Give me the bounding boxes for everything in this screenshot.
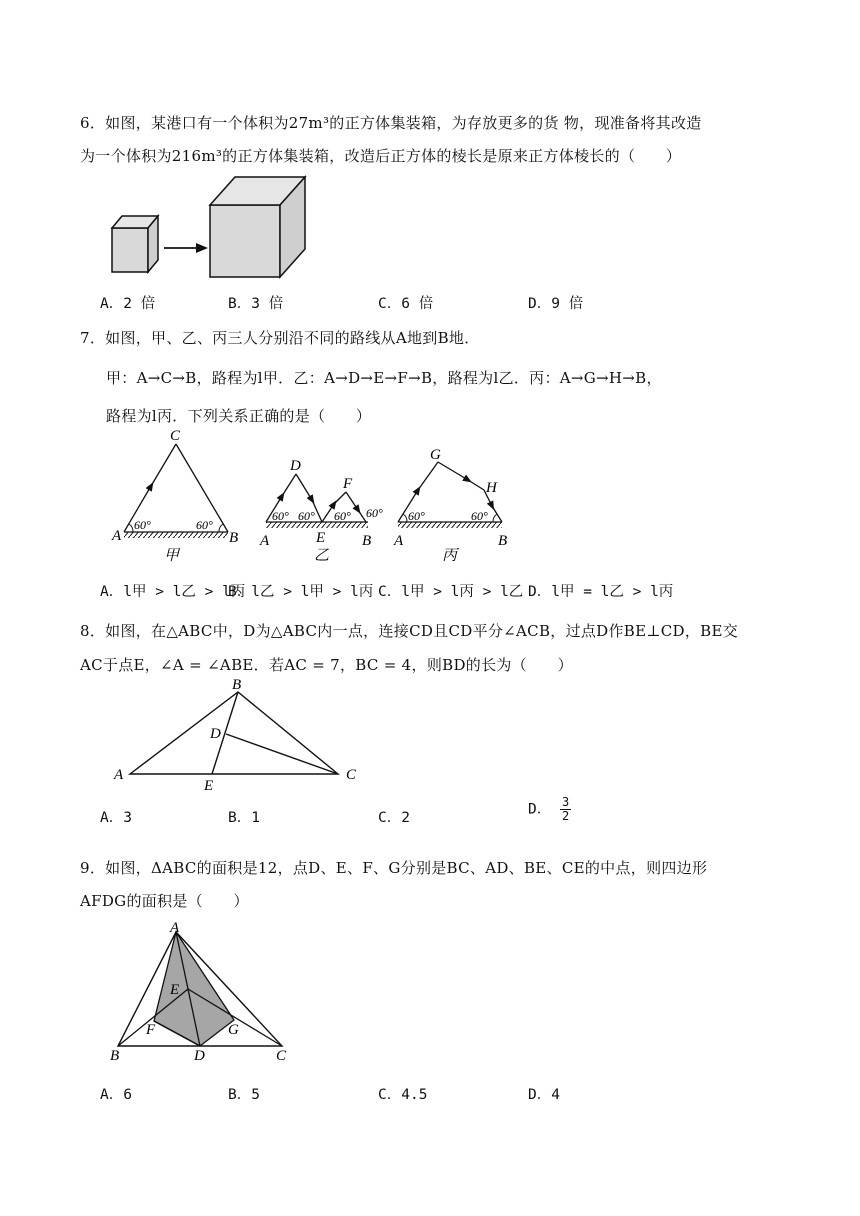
q9-label-d: D <box>194 1048 205 1064</box>
q8-label-d: D <box>210 726 221 742</box>
yi-angle-3: 60° <box>334 509 351 523</box>
q9-option-d: D．4 <box>528 1087 560 1103</box>
bing-label-h: H <box>486 480 497 496</box>
jia-label-a: A <box>112 528 122 544</box>
q9-option-c: C．4.5 <box>378 1087 428 1103</box>
q8-option-c: C．2 <box>378 810 410 826</box>
bing-angle-b: 60° <box>471 509 488 523</box>
bing-label-b: B <box>498 533 508 549</box>
bing-label-g: G <box>430 447 441 463</box>
yi-label-e: E <box>316 530 326 546</box>
q6-option-a: A．2 倍 <box>100 296 156 312</box>
q8-label-c: C <box>346 767 357 783</box>
bing-label-a: A <box>394 533 404 549</box>
yi-angle-1: 60° <box>272 509 289 523</box>
q8-triangle-figure <box>108 672 368 794</box>
q8-label-b: B <box>232 677 242 693</box>
fig-bing <box>393 447 507 564</box>
q7-line2: 甲：A→C→B，路程为l甲．乙：A→D→E→F→B，路程为l乙．丙：A→G→H→B， <box>106 369 662 387</box>
q6-option-d: D．9 倍 <box>528 296 584 312</box>
yi-label-d: D <box>290 458 301 474</box>
q7-option-a: A．l甲 > l乙 > l丙 <box>100 584 246 600</box>
q6-cube-figure <box>100 170 340 285</box>
q9-triangle-figure <box>108 918 308 1068</box>
jia-angle-a: 60° <box>134 518 151 532</box>
q9-label-c: C <box>276 1048 287 1064</box>
q7-option-c: C．l甲 > l丙 > l乙 <box>378 584 524 600</box>
q6-line1: 6．如图，某港口有一个体积为27m³的正方体集装箱，为存放更多的货 物，现准备将其改造 <box>80 114 702 132</box>
bing-caption: 丙 <box>442 548 458 564</box>
q9-line1: 9．如图，ΔABC的面积是12，点D、E、F、G分别是BC、AD、BE、CE的中点，则四边形 <box>80 859 708 877</box>
q8-option-a: A．3 <box>100 810 132 826</box>
q6-option-b: B．3 倍 <box>228 296 284 312</box>
yi-caption: 乙 <box>314 548 330 564</box>
q9-option-a: A．6 <box>100 1087 132 1103</box>
q7-line1: 7．如图，甲、乙、丙三人分别沿不同的路线从A地到B地． <box>80 329 480 347</box>
q8-option-b: B．1 <box>228 810 260 826</box>
q6-option-c: C．6 倍 <box>378 296 434 312</box>
yi-angle-2: 60° <box>298 509 315 523</box>
q8-option-d-fraction <box>560 796 571 823</box>
q8-label-a: A <box>114 767 124 783</box>
q8-line2: AC于点E，∠A = ∠ABE．若AC = 7，BC = 4，则BD的长为（ ） <box>80 656 573 674</box>
q9-option-b: B．5 <box>228 1087 260 1103</box>
bing-angle-a: 60° <box>408 509 425 523</box>
q9-label-f: F <box>146 1022 156 1038</box>
yi-angle-4: 60° <box>366 506 383 520</box>
q7-line3: 路程为l丙．下列关系正确的是（ ） <box>106 407 372 425</box>
jia-label-b: B <box>229 530 239 546</box>
fig-jia <box>111 428 238 564</box>
q9-label-e: E <box>170 982 180 998</box>
jia-angle-b: 60° <box>196 518 213 532</box>
q8-line1: 8．如图，在△ABC中，D为△ABC内一点，连接CD且CD平分∠ACB，过点D作BE⊥CD，BE交 <box>80 622 739 640</box>
q8-option-d <box>528 796 571 823</box>
q9-label-b: B <box>110 1048 120 1064</box>
q9-label-a: A <box>170 920 180 936</box>
jia-label-c: C <box>170 428 181 444</box>
q7-path-figure <box>100 428 520 570</box>
q8-option-d-label: D． <box>528 801 552 818</box>
q8-label-e: E <box>204 778 214 794</box>
fig-yi <box>259 458 383 564</box>
q7-option-d: D．l甲 = l乙 > l丙 <box>528 584 674 600</box>
jia-caption: 甲 <box>164 548 180 564</box>
q9-label-g: G <box>228 1022 239 1038</box>
fraction-numerator: 3 <box>561 795 570 809</box>
yi-label-b: B <box>362 533 372 549</box>
q9-line2: AFDG的面积是（ ） <box>80 892 249 910</box>
fraction-denominator: 2 <box>561 809 570 823</box>
yi-label-f: F <box>343 476 353 492</box>
q6-line2: 为一个体积为216m³的正方体集装箱，改造后正方体的棱长是原来正方体棱长的（ ） <box>80 147 682 165</box>
yi-label-a: A <box>260 533 270 549</box>
q7-option-b: B．l乙 > l甲 > l丙 <box>228 584 374 600</box>
